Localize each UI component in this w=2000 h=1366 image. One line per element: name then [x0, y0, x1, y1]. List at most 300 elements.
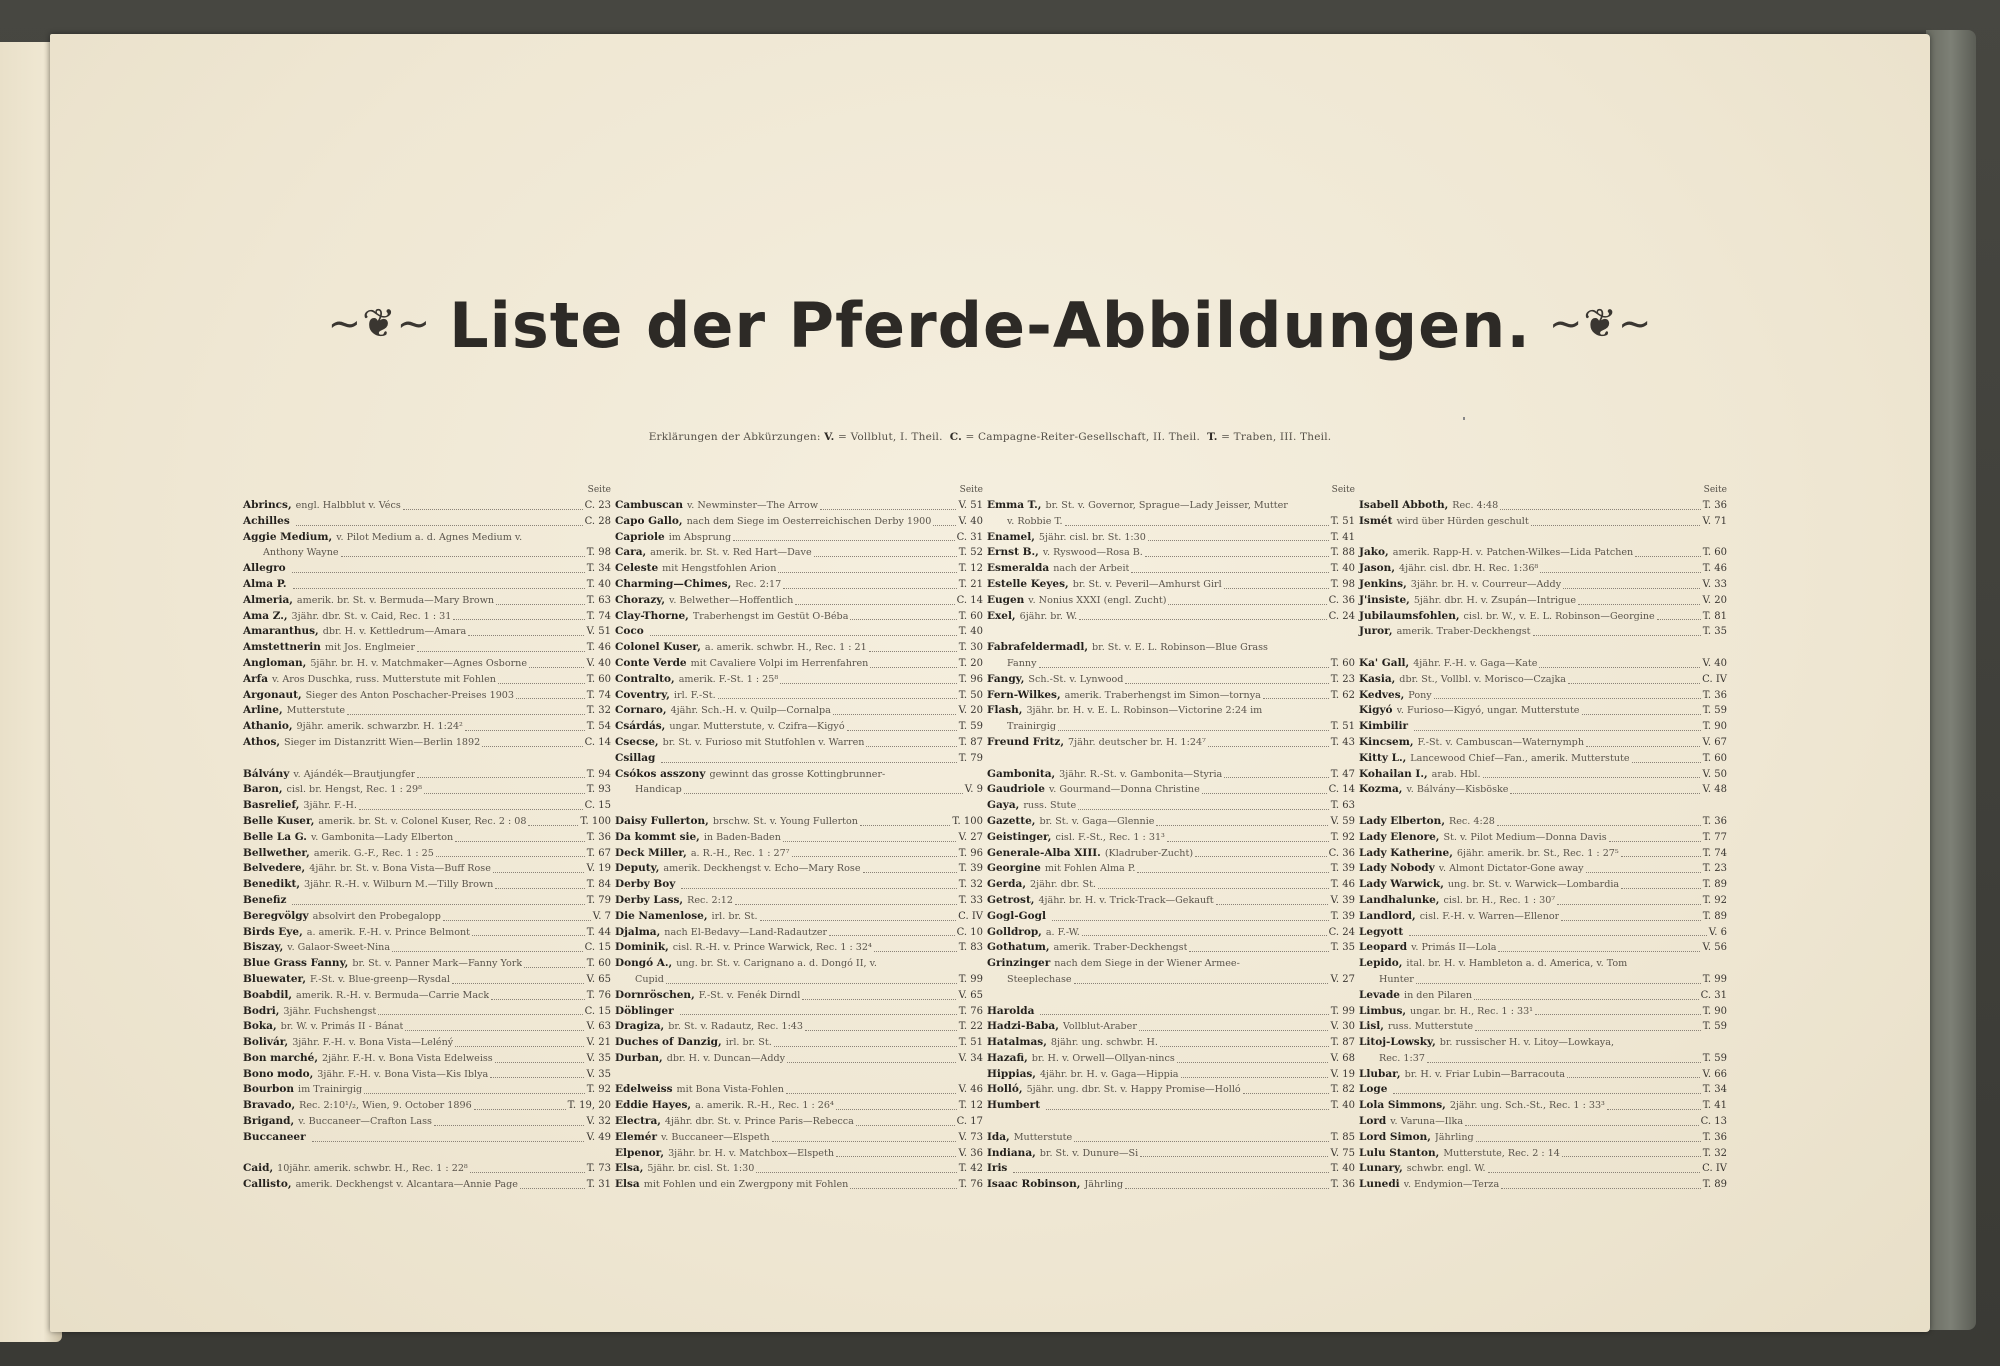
section-gap: [615, 1067, 983, 1083]
index-entry: [615, 846, 983, 862]
page-reference: V. 33: [1702, 578, 1727, 590]
horse-name: Elpenor,: [615, 1146, 665, 1159]
leader-dots: [1498, 951, 1700, 952]
page-reference: V. 19: [1330, 1068, 1355, 1080]
leader-dots: [403, 509, 583, 510]
horse-name: Da kommt sie,: [615, 830, 700, 843]
leader-dots: [778, 572, 956, 573]
leader-dots: [1131, 572, 1328, 573]
leader-dots: [434, 1125, 584, 1126]
leader-dots: [1263, 698, 1329, 699]
horse-name: Hippias,: [987, 1067, 1036, 1080]
page-reference: T. 20: [958, 657, 983, 669]
page-reference: T. 82: [1330, 1084, 1355, 1096]
leader-dots: [1177, 1062, 1329, 1063]
index-entry: [1359, 593, 1727, 609]
leader-dots: [493, 872, 585, 873]
page-reference: V. 63: [586, 1021, 611, 1033]
horse-description: cisl. br. Hengst, Rec. 1 : 29⁸: [286, 784, 422, 796]
index-entry: [243, 530, 611, 546]
horse-name: Allegro: [243, 562, 286, 575]
horse-name: Kasia,: [1359, 672, 1396, 685]
horse-name: Eugen: [987, 593, 1025, 606]
horse-description: schwbr. engl. W.: [1406, 1163, 1486, 1175]
leader-dots: [650, 635, 957, 636]
leader-dots: [378, 1014, 582, 1015]
horse-description: wird über Hürden geschult: [1396, 515, 1529, 527]
leader-dots: [1607, 1109, 1701, 1110]
index-entry: [987, 1130, 1355, 1146]
index-entry: [1359, 672, 1727, 688]
horse-description: nach der Arbeit: [1053, 563, 1130, 575]
horse-description: ungar. Mutterstute, v. Czifra—Kigyó: [669, 721, 845, 733]
leader-dots: [774, 1046, 957, 1047]
page-reference: C. 14: [584, 736, 611, 748]
index-entry: [1359, 846, 1727, 862]
horse-name: Elsa: [615, 1178, 640, 1191]
index-entry: [243, 830, 611, 846]
horse-name: Gerda,: [987, 878, 1026, 891]
legend-abbr: V.: [824, 431, 835, 443]
horse-name: Aggie Medium,: [243, 530, 333, 543]
leader-dots: [292, 904, 584, 905]
horse-name: Lady Nobody: [1359, 862, 1435, 875]
horse-description: 3jähr. Fuchshengst: [283, 1005, 377, 1017]
horse-description: Rec. 2:10¹/₂, Wien, 9. October 1896: [299, 1100, 472, 1112]
horse-description: amerik. R.-H. v. Bermuda—Carrie Mack: [296, 989, 490, 1001]
leader-dots: [1216, 904, 1329, 905]
index-entry: [987, 545, 1355, 561]
horse-name: Benefiz: [243, 893, 287, 906]
leader-dots: [443, 920, 591, 921]
leader-dots: [312, 1141, 585, 1142]
horse-description: Traberhengst im Gestüt O-Béba: [692, 610, 849, 622]
horse-description: br. St. v. Gaga—Glennie: [1039, 815, 1155, 827]
page-reference: T. 79: [958, 752, 983, 764]
horse-name: J'insiste,: [1359, 593, 1410, 606]
leader-dots: [1609, 841, 1701, 842]
horse-description: Jährling: [1084, 1179, 1124, 1191]
horse-name: Lord: [1359, 1115, 1387, 1128]
horse-name: Humbert: [987, 1099, 1041, 1112]
index-entry: [243, 846, 611, 862]
horse-name: Fabrafeldermadl,: [987, 641, 1089, 654]
leader-dots: [1510, 793, 1700, 794]
page-reference: T. 35: [1702, 626, 1727, 638]
leader-dots: [833, 714, 957, 715]
page-reference: V. 36: [958, 1147, 983, 1159]
page-reference: C. 23: [584, 500, 611, 511]
legend-intro: Erklärungen der Abkürzungen:: [648, 431, 821, 443]
page-reference: T. 32: [586, 705, 611, 717]
horse-description: cisl. br. W., v. E. L. Robinson—Georgine: [1463, 610, 1655, 622]
horse-name: Contralto,: [615, 672, 675, 685]
leader-dots: [1125, 683, 1328, 684]
leader-dots: [820, 509, 956, 510]
horse-name: Bravado,: [243, 1099, 296, 1112]
index-entry: [1359, 782, 1727, 798]
page-reference: T. 46: [1330, 879, 1355, 891]
leader-dots: [870, 667, 956, 668]
horse-name: Benedikt,: [243, 878, 300, 891]
horse-description: br. St. v. Furioso mit Stutfohlen v. Warren: [662, 736, 865, 748]
horse-description: 3jähr. br. H. v. E. L. Robinson—Victorine 2:24 im: [1026, 705, 1263, 717]
page-reference: C. 36: [1328, 847, 1355, 859]
horse-name: Celeste: [615, 562, 659, 575]
leader-dots: [1409, 935, 1707, 936]
horse-description: F.-St. v. Cambuscan—Waternymph: [1417, 736, 1585, 748]
index-entry: [1359, 1098, 1727, 1114]
page-reference: T. 83: [958, 942, 983, 954]
horse-description: v. Varuna—Ilka: [1390, 1116, 1464, 1128]
horse-name: Georgine: [987, 862, 1041, 875]
horse-description: irl. br. St.: [725, 1037, 772, 1049]
page-reference: T. 62: [1330, 689, 1355, 701]
horse-name: Beregvölgy: [243, 909, 309, 922]
index-entry-continuation: [987, 656, 1355, 672]
section-gap: [1359, 640, 1727, 656]
page-reference: T. 85: [1330, 1131, 1355, 1143]
leader-dots: [1098, 888, 1329, 889]
horse-description: 4jähr. br. St. v. Bona Vista—Buff Rose: [309, 863, 491, 875]
page-reference: C. 15: [584, 1005, 611, 1017]
page-reference: V. 21: [586, 1037, 611, 1049]
horse-name: Kitty L.,: [1359, 751, 1407, 764]
horse-name: Edelweiss: [615, 1083, 673, 1096]
horse-description: in Baden-Baden: [703, 831, 781, 843]
index-entry: [243, 498, 611, 514]
horse-name: Birds Eye,: [243, 925, 303, 938]
horse-name: Landlord,: [1359, 909, 1416, 922]
leader-dots: [528, 825, 578, 826]
index-entry: [987, 530, 1355, 546]
horse-name: Gazette,: [987, 814, 1036, 827]
horse-description: russ. Stute: [1023, 800, 1077, 812]
leader-dots: [495, 1062, 585, 1063]
index-entry: [615, 719, 983, 735]
leader-dots: [756, 1172, 956, 1173]
index-entry: [987, 688, 1355, 704]
leader-dots: [1125, 1188, 1329, 1189]
horse-name: Boabdil,: [243, 988, 292, 1001]
leader-dots: [1137, 872, 1328, 873]
index-entry: [615, 1161, 983, 1177]
index-entry: [615, 703, 983, 719]
page-reference: T. 51: [1330, 721, 1355, 733]
index-entry: [615, 893, 983, 909]
page-reference: V. 20: [958, 705, 983, 717]
horse-name: Exel,: [987, 609, 1016, 622]
leader-dots: [866, 746, 956, 747]
page-reference: T. 40: [586, 578, 611, 590]
horse-name: Derby Lass,: [615, 893, 684, 906]
page-reference: T. 39: [1330, 910, 1355, 922]
horse-name: Kozma,: [1359, 783, 1403, 796]
horse-description: 6jähr. br. W.: [1019, 610, 1078, 622]
horse-description: 9jähr. amerik. schwarzbr. H. 1:24²: [296, 721, 463, 733]
leader-dots: [359, 809, 583, 810]
leader-dots: [805, 1030, 957, 1031]
horse-name: Getrost,: [987, 893, 1035, 906]
index-entry: [987, 956, 1355, 972]
index-entry: [987, 735, 1355, 751]
horse-description: irl. F.-St.: [673, 689, 716, 701]
index-entry: [615, 909, 983, 925]
horse-name: Die Namenlose,: [615, 909, 708, 922]
index-entry: [987, 640, 1355, 656]
horse-description: br. St. v. Panner Mark—Fanny York: [352, 958, 523, 970]
horse-name: Isabell Abboth,: [1359, 499, 1449, 511]
horse-description: engl. Halbblut v. Vécs: [295, 500, 401, 511]
leader-dots: [1621, 856, 1701, 857]
horse-name: Holló,: [987, 1083, 1023, 1096]
leader-dots: [1195, 856, 1327, 857]
page-reference: T. 92: [1702, 894, 1727, 906]
horse-name: Enamel,: [987, 530, 1035, 543]
leader-dots: [661, 762, 956, 763]
horse-name: Dongó A.,: [615, 957, 673, 970]
horse-name: Kimbilir: [1359, 720, 1409, 733]
horse-name: Amaranthus,: [243, 625, 319, 638]
horse-name: Juror,: [1359, 625, 1393, 638]
horse-description: absolvirt den Probegalopp: [312, 910, 441, 922]
horse-name: Bellwether,: [243, 846, 310, 859]
horse-description: Hunter: [1379, 973, 1414, 985]
page-reference: C. 14: [956, 594, 983, 606]
horse-name: Leopard: [1359, 941, 1408, 954]
page-reference: V. 59: [1330, 815, 1355, 827]
horse-name: Capo Gallo,: [615, 514, 683, 527]
page-reference: V. 35: [586, 1068, 611, 1080]
leader-dots: [1052, 920, 1329, 921]
legend-text: = Traben, III. Theil.: [1221, 431, 1332, 443]
leader-dots: [1427, 1062, 1701, 1063]
horse-name: Csecse,: [615, 735, 659, 748]
seite-label: Seite: [1331, 485, 1355, 495]
horse-description: mit Bona Vista-Fohlen: [676, 1084, 784, 1096]
horse-description: v. Almont Dictator-Gone away: [1438, 863, 1584, 875]
left-ornament-icon: ~❦~: [327, 300, 432, 347]
section-gap: [1359, 798, 1727, 814]
book-page: [50, 34, 1930, 1332]
page-reference: T. 31: [586, 1179, 611, 1191]
horse-description: cisl. br. H., Rec. 1 : 30⁷: [1443, 894, 1556, 906]
horse-name: Djalma,: [615, 925, 661, 938]
horse-description: ungar. br. H., Rec. 1 : 33¹: [1410, 1005, 1534, 1017]
horse-description: v. Nonius XXXI (engl. Zucht): [1028, 594, 1167, 606]
horse-name: Lord Simon,: [1359, 1130, 1431, 1143]
horse-description: Mutterstute: [286, 705, 346, 717]
page-reference: T. 46: [586, 642, 611, 654]
index-entry: [615, 545, 983, 561]
leader-dots: [1474, 999, 1699, 1000]
page-reference: T. 74: [586, 689, 611, 701]
horse-description: in den Pilaren: [1404, 989, 1473, 1001]
horse-name: Arfa: [243, 672, 268, 685]
index-entry: [243, 1114, 611, 1130]
page-reference: T. 60: [1702, 752, 1727, 764]
index-entry: [243, 1082, 611, 1098]
horse-name: Caid,: [243, 1162, 274, 1175]
leader-dots: [933, 525, 956, 526]
horse-name: Lady Warwick,: [1359, 878, 1444, 891]
index-entry: [615, 561, 983, 577]
page-reference: T. 89: [1702, 879, 1727, 891]
horse-name: Buccaneer: [243, 1130, 306, 1143]
page-reference: T. 59: [1702, 1052, 1727, 1064]
index-entry: [243, 988, 611, 1004]
index-entry: [615, 925, 983, 941]
horse-description: 8jähr. ung. schwbr. H.: [1050, 1037, 1158, 1049]
index-entry: [1359, 830, 1727, 846]
horse-description: v. Primás II—Lola: [1411, 942, 1497, 954]
page-reference: T. 63: [586, 594, 611, 606]
index-entry: [1359, 1177, 1727, 1193]
horse-description: amerik. Deckhengst v. Alcantara—Annie Page: [295, 1179, 518, 1191]
index-entry: [1359, 719, 1727, 735]
index-entry: [1359, 735, 1727, 751]
leader-dots: [293, 588, 585, 589]
index-entry: [243, 688, 611, 704]
horse-name: Athos,: [243, 735, 281, 748]
leader-dots: [1040, 1014, 1328, 1015]
horse-description: 3jähr. R.-St. v. Gambonita—Styria: [1059, 768, 1223, 780]
leader-dots: [733, 540, 954, 541]
page-reference: T. 35: [1330, 942, 1355, 954]
page-reference: T. 21: [958, 578, 983, 590]
index-entry: [243, 909, 611, 925]
leader-dots: [1434, 698, 1701, 699]
leader-dots: [1148, 540, 1329, 541]
horse-name: Fangy,: [987, 672, 1025, 685]
index-entry: [243, 782, 611, 798]
leader-dots: [1483, 777, 1701, 778]
page-reference: V. 51: [586, 626, 611, 638]
horse-description: ital. br. H. v. Hambleton a. d. America, v. Tom: [1406, 958, 1628, 970]
leader-dots: [1082, 935, 1327, 936]
leader-dots: [474, 1109, 566, 1110]
page-reference: C. IV: [1702, 673, 1727, 685]
horse-description: v. Robbie T.: [1007, 515, 1063, 527]
horse-name: Coventry,: [615, 688, 670, 701]
horse-name: Geistinger,: [987, 830, 1052, 843]
leader-dots: [341, 556, 585, 557]
page-reference: V. 56: [1702, 942, 1727, 954]
horse-description: v. Pilot Medium a. d. Agnes Medium v.: [336, 531, 523, 543]
leader-dots: [836, 1156, 956, 1157]
index-entry: [243, 656, 611, 672]
horse-name: Abrincs,: [243, 499, 292, 511]
page-reference: V. 71: [1702, 515, 1727, 527]
leader-dots: [392, 951, 583, 952]
page-reference: C. 31: [956, 531, 983, 543]
index-entry: [987, 830, 1355, 846]
index-entry: [1359, 767, 1727, 783]
index-entry-continuation: [615, 782, 983, 798]
leader-dots: [292, 572, 585, 573]
index-entry-continuation: [243, 545, 611, 561]
index-entry: [243, 672, 611, 688]
page-reference: T. 12: [958, 563, 983, 575]
index-entry: [243, 940, 611, 956]
index-entry: [1359, 940, 1727, 956]
page-reference: V. 34: [958, 1052, 983, 1064]
horse-description: br. St. v. Radautz, Rec. 1:43: [668, 1021, 804, 1033]
index-entry-continuation: [987, 514, 1355, 530]
horse-name: Hatalmas,: [987, 1036, 1047, 1049]
page-reference: T. 88: [1330, 547, 1355, 559]
page-reference: T. 60: [958, 610, 983, 622]
horse-description: v. Furioso—Kigyó, ungar. Mutterstute: [1396, 705, 1580, 717]
index-entry: [243, 624, 611, 640]
index-entry: [615, 877, 983, 893]
leader-dots: [1181, 1077, 1329, 1078]
horse-description: a. F.-W.: [1045, 926, 1080, 938]
horse-name: Bolivár,: [243, 1036, 289, 1049]
horse-name: Derby Boy: [615, 878, 676, 891]
leader-dots: [787, 1062, 956, 1063]
index-entry: [1359, 814, 1727, 830]
page-reference: C. 15: [584, 942, 611, 954]
page-reference: V. 19: [586, 863, 611, 875]
horse-name: Gaudriole: [987, 783, 1045, 796]
page-reference: T. 67: [586, 847, 611, 859]
page-reference: T. 74: [586, 610, 611, 622]
index-column-2: [615, 482, 983, 1193]
index-entry: [1359, 1035, 1727, 1051]
index-entry: [615, 498, 983, 514]
horse-description: dbr. H. v. Duncan—Addy: [666, 1052, 786, 1064]
leader-dots: [814, 556, 957, 557]
horse-name: Esmeralda: [987, 562, 1050, 575]
index-entry: [1359, 577, 1727, 593]
horse-name: Legyott: [1359, 925, 1404, 938]
horse-name: Belle Kuser,: [243, 814, 315, 827]
index-entry: [987, 1146, 1355, 1162]
index-entry: [1359, 1019, 1727, 1035]
horse-name: Harolda: [987, 1004, 1035, 1017]
horse-description: 3jähr. F.-H. v. Bona Vista—Kis Iblya: [317, 1068, 489, 1080]
horse-description: gewinnt das grosse Kottingbrunner-: [709, 768, 886, 780]
page-reference: C. IV: [958, 910, 983, 922]
leader-dots: [453, 619, 584, 620]
page-reference: T. 99: [1330, 1005, 1355, 1017]
page-reference: T. 47: [1330, 768, 1355, 780]
page-reference: V. 20: [1702, 594, 1727, 606]
section-gap: [243, 751, 611, 767]
index-entry-continuation: [1359, 1051, 1727, 1067]
index-entry: [243, 956, 611, 972]
leader-dots: [1586, 746, 1700, 747]
index-entry: [987, 1082, 1355, 1098]
page-reference: T. 51: [1330, 515, 1355, 527]
horse-name: Lulu Stanton,: [1359, 1146, 1440, 1159]
page-reference: T. 92: [586, 1084, 611, 1096]
horse-name: Döblinger: [615, 1004, 674, 1017]
page-reference: T. 46: [1702, 563, 1727, 575]
horse-description: dbr. St., Vollbl. v. Morisco—Czajka: [1399, 673, 1566, 685]
horse-description: 5jähr. ung. dbr. St. v. Happy Promise—Holló: [1026, 1084, 1241, 1096]
index-entry: [615, 814, 983, 830]
page-reference: T. 60: [586, 958, 611, 970]
index-entry: [615, 861, 983, 877]
index-entry: [243, 593, 611, 609]
horse-description: Vollblut-Araber: [1062, 1021, 1137, 1033]
page-reference: T. 60: [1702, 547, 1727, 559]
horse-description: amerik. Traber-Deckhengst: [1053, 942, 1188, 954]
horse-name: Conte Verde: [615, 656, 687, 669]
page-reference: V. 65: [958, 989, 983, 1001]
